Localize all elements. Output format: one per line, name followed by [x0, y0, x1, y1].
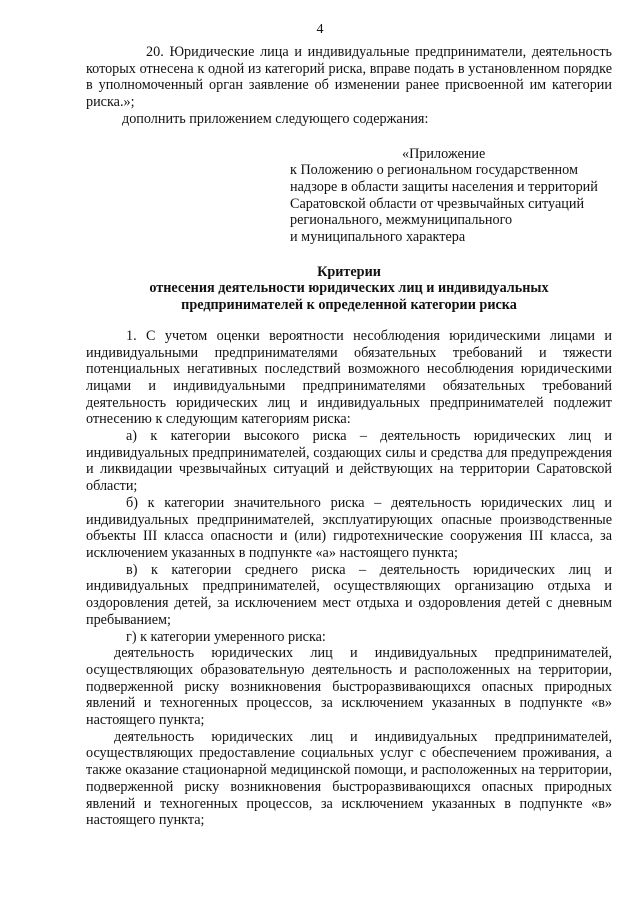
subparagraph-b: б) к категории значительного риска – деятельность юридических лиц и индивидуальных предпринимателей, эксплуатирующих опасные производственные объекты III класса опасности и (или) гидротехнические сооружения III класса, за исключением указанных в подпункте «а» настоящего пункта; [86, 494, 612, 561]
subparagraph-g: г) к категории умеренного риска: [126, 628, 326, 645]
title-line-2: отнесения деятельности юридических лиц и индивидуальных [149, 280, 549, 297]
appendix-line-3: надзоре в области защиты населения и территорий [290, 178, 598, 195]
appendix-line-1: «Приложение [402, 145, 486, 162]
title-line-3: предпринимателей к определенной категории риска [181, 297, 517, 314]
appendix-line-4: Саратовской области от чрезвычайных ситуаций [290, 195, 585, 212]
title-line-1: Критерии [317, 263, 381, 280]
subparagraph-g-item-1: деятельность юридических лиц и индивидуальных предпринимателей, осуществляющих образовательную деятельность и расположенных на территории, подверженной риску возникновения быстроразвивающихся опасных природных явлений и техногенных процессов, за исключением указанных в подпункте «в» настоящего пункта; [86, 645, 612, 729]
paragraph-20: 20. Юридические лица и индивидуальные предприниматели, деятельность которых отнесена к одной из категорий риска, вправе подать в установленном порядке в уполномоченный орган заявление об изменении ранее присвоенной им категории риска.»; [86, 44, 612, 111]
amendment-line: дополнить приложением следующего содержания: [122, 110, 429, 127]
document-title [86, 264, 612, 314]
appendix-header [290, 146, 612, 246]
appendix-line-2: к Положению о региональном государственном [290, 162, 578, 179]
appendix-line-6: и муниципального характера [290, 229, 466, 246]
page-number: 4 [316, 22, 324, 37]
paragraph-1: 1. С учетом оценки вероятности несоблюдения юридическими лицами и индивидуальными предпринимателями обязательных требований и тяжести потенциальных негативных последствий возможного несоблюдения юридическими лицами и индивидуальными предпринимателями обязательных требований деятельность юридических лиц и индивидуальных предпринимателей подлежит отнесению к следующим категориям риска: [86, 327, 612, 428]
appendix-line-5: регионального, межмуниципального [290, 212, 513, 229]
document-body [86, 44, 612, 829]
subparagraph-g-item-2: деятельность юридических лиц и индивидуальных предпринимателей, осуществляющих предоставление социальных услуг с обеспечением проживания, а также оказание стационарной медицинской помощи, и расположенных на территории, подверженной риску возникновения быстроразвивающихся опасных природных явлений и техногенных процессов, за исключением указанных в подпункте «в» настоящего пункта; [86, 728, 612, 829]
subparagraph-a: а) к категории высокого риска – деятельность юридических лиц и индивидуальных предпринимателей, создающих силы и средства для предупреждения и ликвидации чрезвычайных ситуаций и действующих на территории Саратовской области; [86, 428, 612, 495]
subparagraph-v: в) к категории среднего риска – деятельность юридических лиц и индивидуальных предпринимателей, осуществляющих организацию отдыха и оздоровления детей, за исключением мест отдыха и оздоровления детей с дневным пребыванием; [86, 561, 612, 628]
